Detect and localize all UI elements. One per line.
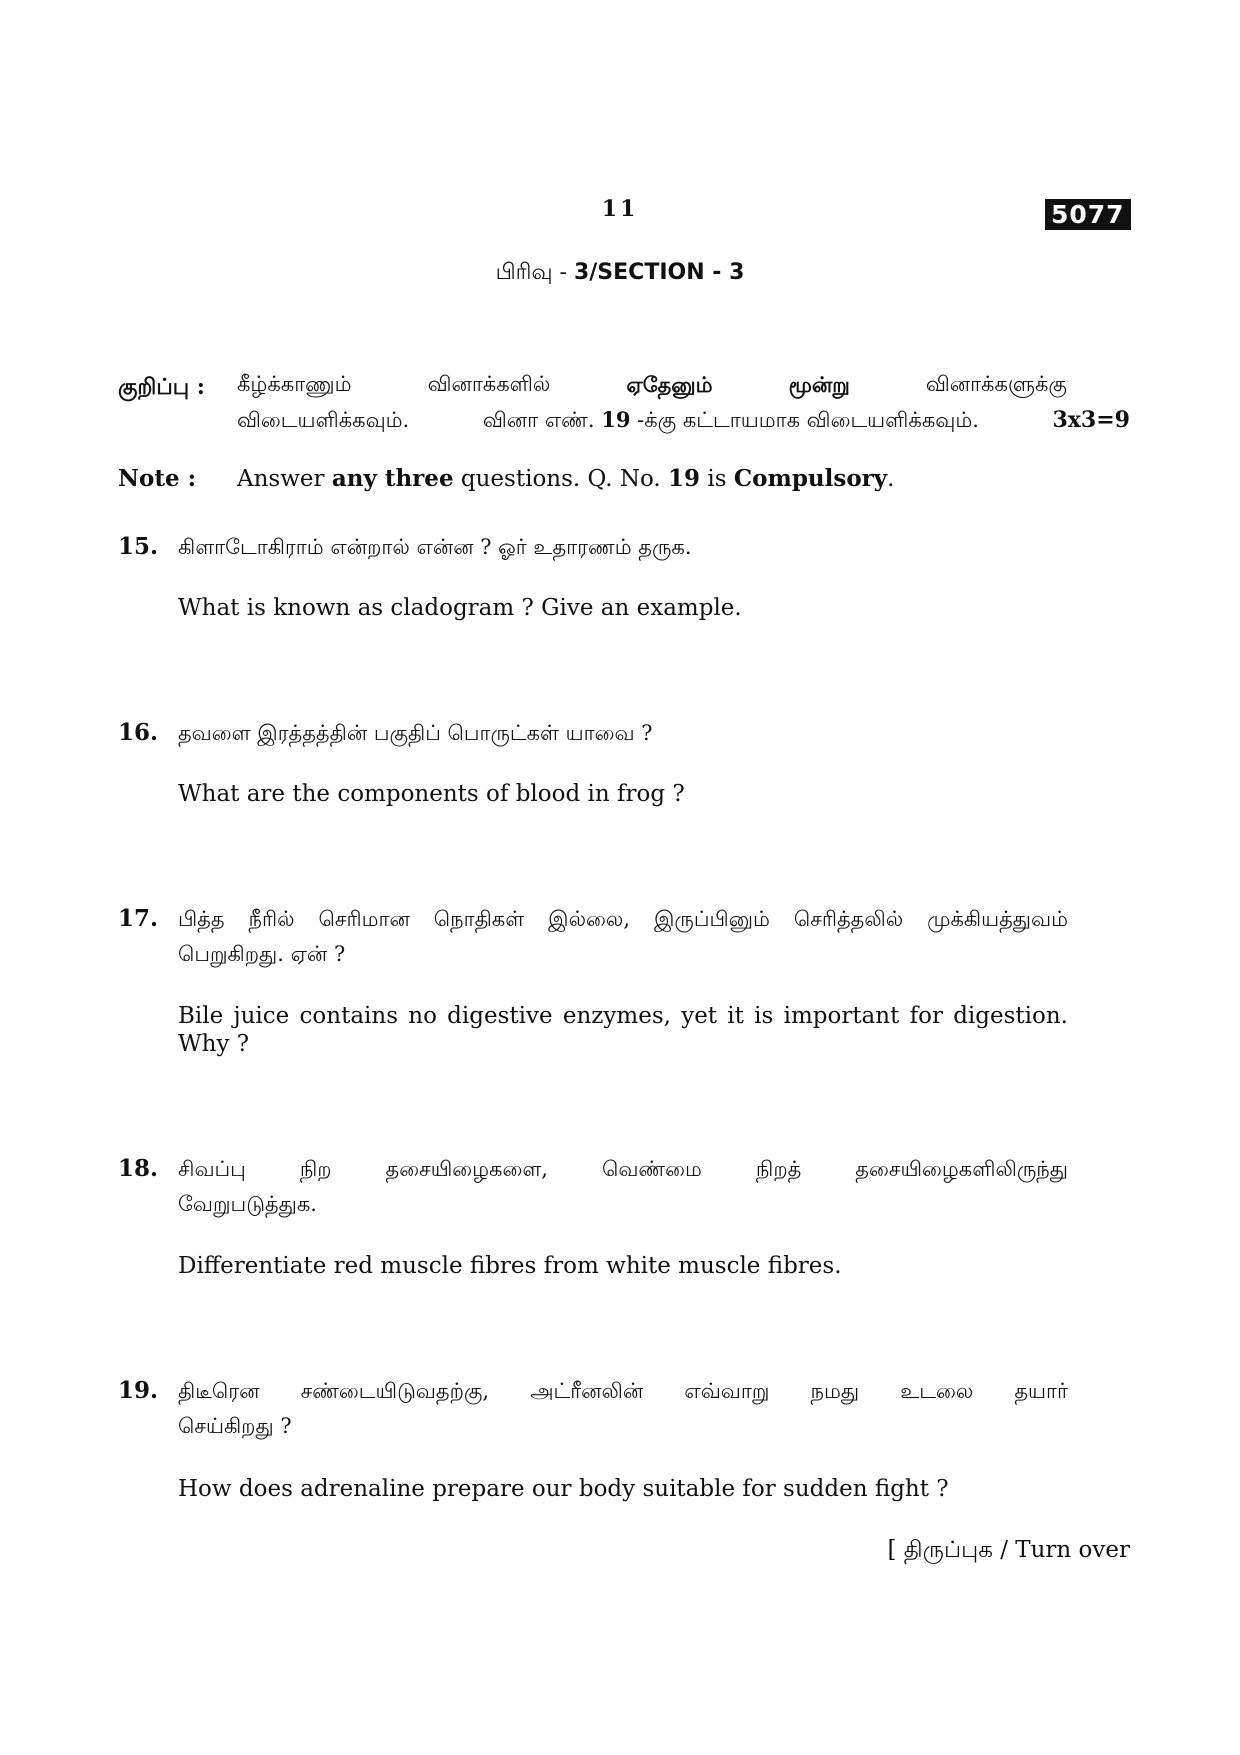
question-17-tamil-line-1: பித்த நீரில் செரிமான நொதிகள் இல்லை, இருப்பினும் செரித்தலில் முக்கியத்துவம் <box>178 907 1068 931</box>
note-part: . <box>887 466 895 492</box>
instruction-word-bold: மூன்று <box>788 372 850 397</box>
instruction-line-2 <box>237 407 1130 435</box>
question-16-english: What are the components of blood in frog ? <box>178 781 685 807</box>
note-label: Note : <box>118 465 197 492</box>
question-number-19: 19. <box>118 1377 159 1404</box>
section-heading-english: 3/SECTION - 3 <box>573 260 745 285</box>
note-part-bold: Compulsory <box>733 465 888 492</box>
instruction-word: கீழ்க்காணும் <box>237 372 352 396</box>
marks-allocation: 3x3=9 <box>1052 407 1130 433</box>
question-18-english: Differentiate red muscle fibres from white muscle fibres. <box>178 1253 842 1279</box>
question-18-tamil-line-2: வேறுபடுத்துக. <box>178 1192 317 1216</box>
paper-code-badge: 5077 <box>1045 199 1131 230</box>
question-19-tamil-line-2: செய்கிறது ? <box>178 1414 292 1438</box>
question-19-tamil-line-1: திடீரென சண்டையிடுவதற்கு, அட்ரீனலின் எவ்வாறு நமது உடலை தயார் <box>178 1379 1068 1403</box>
question-17-english-line-2: Why ? <box>178 1031 250 1057</box>
question-16-tamil: தவளை இரத்தத்தின் பகுதிப் பொருட்கள் யாவை ? <box>178 721 653 745</box>
note-part-bold: any three <box>331 465 454 492</box>
question-number-17: 17. <box>118 905 159 932</box>
section-heading-tamil: பிரிவு - <box>495 260 574 285</box>
question-number-16: 16. <box>118 719 159 746</box>
question-number-15: 15. <box>118 533 159 560</box>
note-part: questions. Q. No. <box>453 466 669 492</box>
note-part: Answer <box>237 466 332 492</box>
question-15-english: What is known as cladogram ? Give an example. <box>178 595 742 621</box>
note-text <box>237 465 894 492</box>
note-part-bold: 19 <box>668 465 701 492</box>
instruction-text: வினா எண். <box>482 408 595 432</box>
turn-over-label: [ திருப்புக / Turn over <box>887 1537 1130 1563</box>
section-heading <box>0 260 1240 288</box>
question-number-18: 18. <box>118 1155 159 1182</box>
compulsory-question-number: 19 <box>601 407 631 432</box>
instruction-word: வினாக்களுக்கு <box>925 372 1067 396</box>
question-17-tamil-line-2: பெறுகிறது. ஏன் ? <box>178 942 346 966</box>
instruction-word: வினாக்களில் <box>427 372 551 396</box>
question-17-english-line-1: Bile juice contains no digestive enzymes, yet it is important for digestion. <box>178 1003 1068 1029</box>
instruction-word-bold: ஏதேனும் <box>626 372 713 397</box>
instruction-line-1 <box>237 372 1067 400</box>
instruction-compulsory <box>483 407 979 435</box>
page-number: 11 <box>601 196 639 222</box>
question-15-tamil: கிளாடோகிராம் என்றால் என்ன ? ஓர் உதாரணம் தருக. <box>178 535 692 559</box>
instruction-text: விடையளிக்கவும். <box>237 408 410 432</box>
instruction-label-tamil: குறிப்பு : <box>118 374 205 400</box>
instruction-text: -க்கு கட்டாயமாக விடையளிக்கவும். <box>637 408 979 432</box>
question-18-tamil-line-1: சிவப்பு நிற தசையிழைகளை, வெண்மை நிறத் தசையிழைகளிலிருந்து <box>178 1157 1068 1181</box>
question-19-english: How does adrenaline prepare our body suitable for sudden fight ? <box>178 1476 949 1502</box>
note-part: is <box>700 466 734 492</box>
